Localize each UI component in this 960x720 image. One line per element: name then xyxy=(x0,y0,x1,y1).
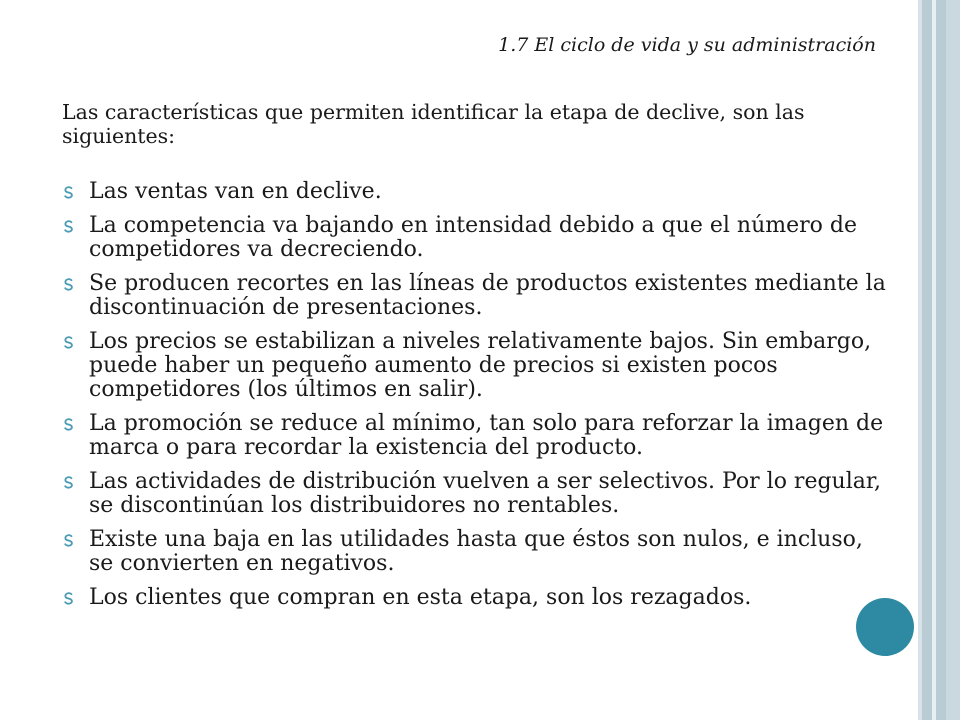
page-title: 1.7 El ciclo de vida y su administración xyxy=(498,34,876,56)
hook-bullet-icon xyxy=(62,532,76,548)
hook-bullet-icon xyxy=(62,276,76,292)
bullet-item xyxy=(62,412,892,460)
bullet-item xyxy=(62,330,892,402)
bullet-text: Las actividades de distribución vuelven a ser selectivos. Por lo regular, se discontinúan los distribuidores no rentables. xyxy=(89,469,881,518)
hook-bullet-icon xyxy=(62,334,76,350)
intro-text: Las características que permiten identificar la etapa de declive, son las siguientes: xyxy=(62,100,805,148)
teal-circle-decoration xyxy=(856,598,914,656)
bullet-text: La competencia va bajando en intensidad debido a que el número de competidores va decreciendo. xyxy=(89,213,857,262)
bullet-text: Las ventas van en declive. xyxy=(89,179,382,204)
bullet-text: Los clientes que compran en esta etapa, son los rezagados. xyxy=(89,585,752,610)
border-stripe xyxy=(922,0,932,720)
hook-bullet-icon xyxy=(62,184,76,200)
hook-bullet-icon xyxy=(62,416,76,432)
bullet-text: La promoción se reduce al mínimo, tan solo para reforzar la imagen de marca o para recordar la existencia del producto. xyxy=(89,411,884,460)
hook-bullet-icon xyxy=(62,218,76,234)
hook-bullet-icon xyxy=(62,474,76,490)
hook-bullet-icon xyxy=(62,590,76,606)
bullet-item xyxy=(62,214,892,262)
border-stripe xyxy=(936,0,946,720)
bullet-text: Existe una baja en las utilidades hasta que éstos son nulos, e incluso, se convierten en negativos. xyxy=(89,527,863,576)
bullet-item xyxy=(62,586,892,610)
bullet-item xyxy=(62,470,892,518)
bullet-text: Se producen recortes en las líneas de productos existentes mediante la discontinuación de presentaciones. xyxy=(89,271,886,320)
bullet-item xyxy=(62,272,892,320)
bullet-list xyxy=(62,180,892,620)
bullet-item xyxy=(62,180,892,204)
bullet-text: Los precios se estabilizan a niveles relativamente bajos. Sin embargo, puede haber un pequeño aumento de precios si existen pocos competidores (los últimos en salir). xyxy=(89,329,872,402)
border-stripe xyxy=(946,0,960,720)
bullet-item xyxy=(62,528,892,576)
